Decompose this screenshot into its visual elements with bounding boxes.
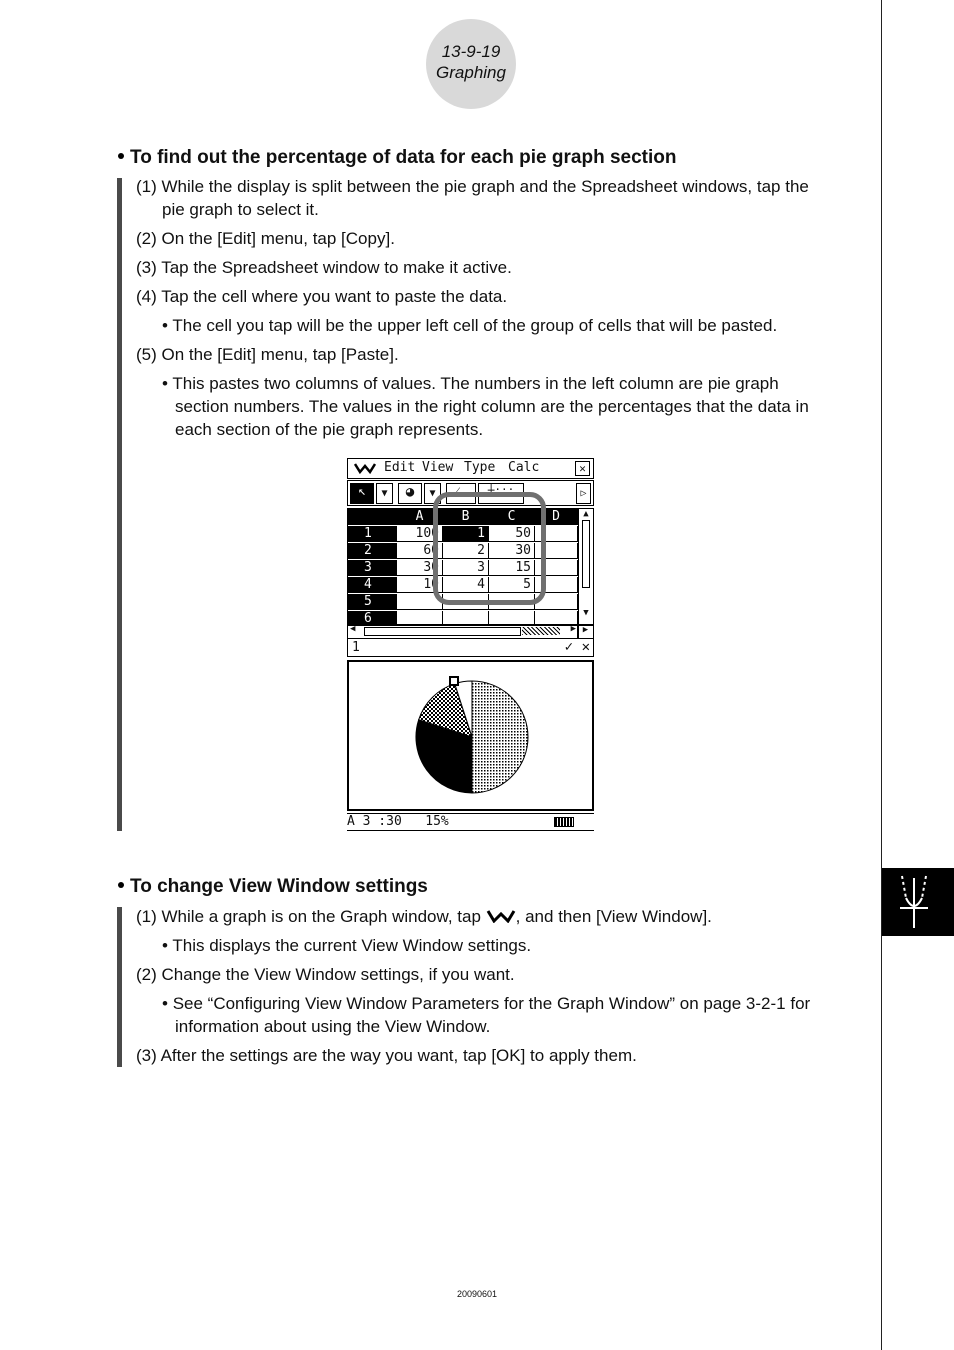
table-row: 3 30 3 15 [348,560,578,577]
step-1-cont: pie graph to select it. [162,200,319,219]
note2-2: • See “Configuring View Window Parameters for the Graph Window” on page 3-2-1 for [162,994,811,1013]
column-d[interactable]: D [535,509,578,525]
table-row: 4 10 4 5 [348,577,578,594]
graph-icon [892,874,936,930]
step-4: (4) Tap the cell where you want to paste the data. [136,287,508,306]
cell-entry-field[interactable]: 1 ✓ ✕ [347,638,594,657]
highlight-frame [433,492,546,605]
bullet-icon [118,153,124,159]
menu-type[interactable]: Type [464,460,496,475]
menu-edit[interactable]: Edit [384,460,416,475]
menu-view[interactable]: View [422,460,454,475]
line-tool-button[interactable]: ⁄‥ [446,483,476,504]
status-text: A 3 :30 15% [347,814,449,829]
step-3: (3) Tap the Spreadsheet window to make it active. [136,258,512,277]
section2-heading: To change View Window settings [118,876,428,898]
menu-icon[interactable] [354,462,376,474]
table-row: 6 [348,611,578,626]
menu-icon [486,909,516,923]
section-name: Graphing [436,63,506,82]
check-icon[interactable]: ✓ [564,639,573,655]
scroll-left-icon[interactable]: ◀ [350,624,356,634]
scroll-right-icon[interactable]: ▶ [570,624,576,634]
pie-tool-button[interactable]: ◕ [398,483,422,504]
footer-code: 20090601 [456,1289,498,1299]
step2-3: (3) After the settings are the way you want, tap [OK] to apply them. [136,1046,637,1065]
section1-heading: To find out the percentage of data for each pie graph section [118,147,676,169]
note-5-cont1: section numbers. The values in the right column are the percentages that the data in [175,397,809,416]
section2-bar [117,907,122,1067]
dropdown-icon[interactable]: ▼ [376,483,393,504]
horizontal-scrollbar[interactable] [347,624,579,639]
scroll-right-end-icon[interactable]: ▶ [577,624,594,639]
step-5: (5) On the [Edit] menu, tap [Paste]. [136,345,399,364]
table-row: 5 [348,594,578,611]
note2-2-cont: information about using the View Window. [175,1017,491,1036]
chapter-tab [882,868,954,936]
dropdown-icon[interactable]: ▼ [424,483,441,504]
battery-icon [554,817,574,827]
page-number-badge [426,19,516,109]
step2-1: (1) While a graph is on the Graph window, tap , and then [View Window]. [136,907,712,926]
column-c[interactable]: C [489,509,535,525]
step-1: (1) While the display is split between the pie graph and the Spreadsheet windows, tap the [136,177,809,196]
scroll-up-icon[interactable]: ▲ [583,509,589,519]
column-b[interactable]: B [443,509,489,525]
column-a[interactable]: A [397,509,443,525]
note2-1: • This displays the current View Window settings. [162,936,532,955]
close-icon[interactable]: ✕ [575,461,590,476]
section1-bar [117,178,122,831]
menu-calc[interactable]: Calc [508,460,540,475]
bullet-icon [118,882,124,888]
vertical-scrollbar[interactable] [578,509,593,625]
note-4: • The cell you tap will be the upper left cell of the group of cells that will be pasted. [162,316,778,335]
step-2: (2) On the [Edit] menu, tap [Copy]. [136,229,395,248]
select-tool-button[interactable]: ↖ [350,483,374,504]
graph-window[interactable] [347,660,594,811]
table-row: 1 100 1 50 [348,526,578,543]
note-5: • This pastes two columns of values. The numbers in the left column are pie graph [162,374,779,393]
scroll-thumb[interactable] [582,520,590,588]
scroll-right-icon[interactable]: ▷ [576,483,591,504]
pie-chart[interactable] [349,662,592,809]
margin-rule [881,0,882,1350]
table-row: 2 60 2 30 [348,543,578,560]
grid-tool-button[interactable]: ┼::: [478,483,524,504]
selection-marker [450,677,458,685]
scroll-down-icon[interactable]: ▼ [583,608,589,618]
menu-bar [347,458,594,479]
scroll-thumb[interactable] [364,627,521,636]
step2-2: (2) Change the View Window settings, if you want. [136,965,515,984]
page-number: 13-9-19 [441,42,501,61]
note-5-cont2: each section of the pie graph represents. [175,420,484,439]
cancel-icon[interactable]: ✕ [581,639,590,655]
status-bar [347,813,594,831]
